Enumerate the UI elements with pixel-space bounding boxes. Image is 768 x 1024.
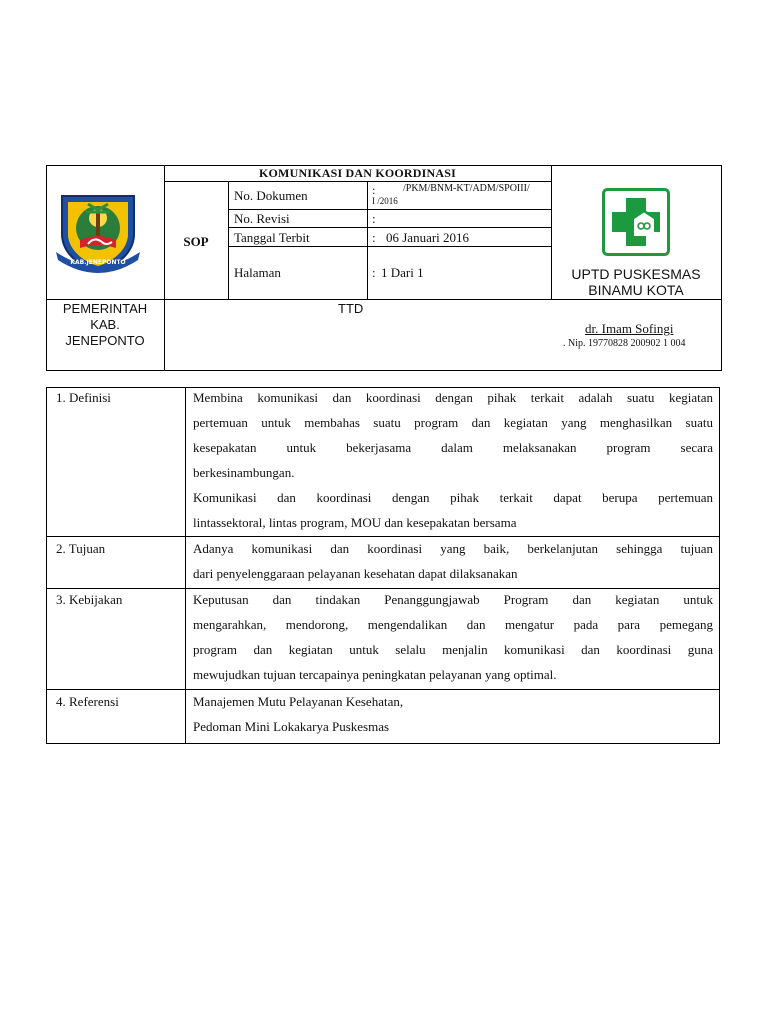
- tujuan-line-1: Adanya komunikasi dan koordinasi yang baik, berkelanjutan sehingga tujuan: [193, 541, 713, 556]
- section-label-definisi: 1. Definisi: [56, 390, 111, 405]
- halaman-label: Halaman: [234, 265, 281, 280]
- institution-name-line2: BINAMU KOTA: [588, 282, 684, 298]
- definisi-line-6: lintassektoral, lintas program, MOU dan kesepakatan bersama: [193, 515, 517, 530]
- no-revisi-colon: :: [372, 211, 376, 226]
- tanggal-terbit-label: Tanggal Terbit: [234, 230, 310, 245]
- sop-label: SOP: [183, 234, 209, 249]
- kebijakan-line-4: mewujudkan tujuan tercapainya peningkatan pelayanan yang optimal.: [193, 667, 557, 682]
- section-label-kebijakan: 3. Kebijakan: [56, 592, 123, 607]
- government-line1: PEMERINTAH: [62, 301, 148, 316]
- government-line3: JENEPONTO: [65, 333, 145, 348]
- definisi-line-2: pertemuan untuk membahas suatu program dan kegiatan yang menghasilkan suatu: [193, 415, 713, 430]
- no-revisi-label: No. Revisi: [234, 211, 290, 226]
- section-label-tujuan: 2. Tujuan: [56, 541, 106, 556]
- tujuan-line-2: dari penyelenggaraan pelayanan kesehatan dapat dilaksanakan: [193, 566, 518, 581]
- emblem-caption: KAB.JENEPONTO: [70, 259, 126, 266]
- puskesmas-cross-icon: [602, 188, 670, 256]
- section-label-referensi: 4. Referensi: [56, 694, 119, 709]
- no-dokumen-colon: :: [372, 183, 376, 197]
- government-line2: KAB.: [90, 317, 120, 332]
- tanggal-terbit-colon: :: [372, 230, 376, 245]
- signatory-name: dr. Imam Sofingi: [585, 321, 674, 336]
- signatory-nip: . Nip. 19770828 200902 1 004: [563, 338, 686, 349]
- kebijakan-line-2: mengarahkan, mendorong, mengendalikan dan mengatur pada para pemegang: [193, 617, 713, 632]
- kebijakan-line-3: program dan kegiatan untuk selalu menjalin komunikasi dan koordinasi guna: [193, 642, 713, 657]
- no-dokumen-value-line1: /PKM/BNM-KT/ADM/SPOIII/: [403, 183, 530, 194]
- ttd-label: TTD: [338, 301, 364, 316]
- definisi-line-5: Komunikasi dan koordinasi dengan pihak terkait dapat berupa pertemuan: [193, 490, 713, 505]
- halaman-colon: :: [372, 265, 376, 280]
- no-dokumen-value-line2: I /2016: [372, 196, 398, 206]
- tanggal-terbit-value: 06 Januari 2016: [386, 230, 470, 245]
- referensi-line-2: Pedoman Mini Lokakarya Puskesmas: [193, 719, 390, 734]
- kebijakan-line-1: Keputusan dan tindakan Penanggungjawab Program dan kegiatan untuk: [193, 592, 713, 607]
- halaman-value: 1 Dari 1: [381, 265, 424, 280]
- institution-name-line1: UPTD PUSKESMAS: [571, 266, 701, 282]
- no-dokumen-label: No. Dokumen: [234, 188, 308, 203]
- definisi-line-3: kesepakatan untuk bekerjasama dalam melaksanakan program secara: [193, 440, 713, 455]
- definisi-line-4: berkesinambungan.: [193, 465, 295, 480]
- referensi-line-1: Manajemen Mutu Pelayanan Kesehatan,: [193, 694, 404, 709]
- kab-jeneponto-emblem-icon: [52, 188, 144, 274]
- definisi-line-1: Membina komunikasi dan koordinasi dengan pihak terkait adalah suatu kegiatan: [193, 390, 713, 405]
- document-title: KOMUNIKASI DAN KOORDINASI: [258, 166, 457, 180]
